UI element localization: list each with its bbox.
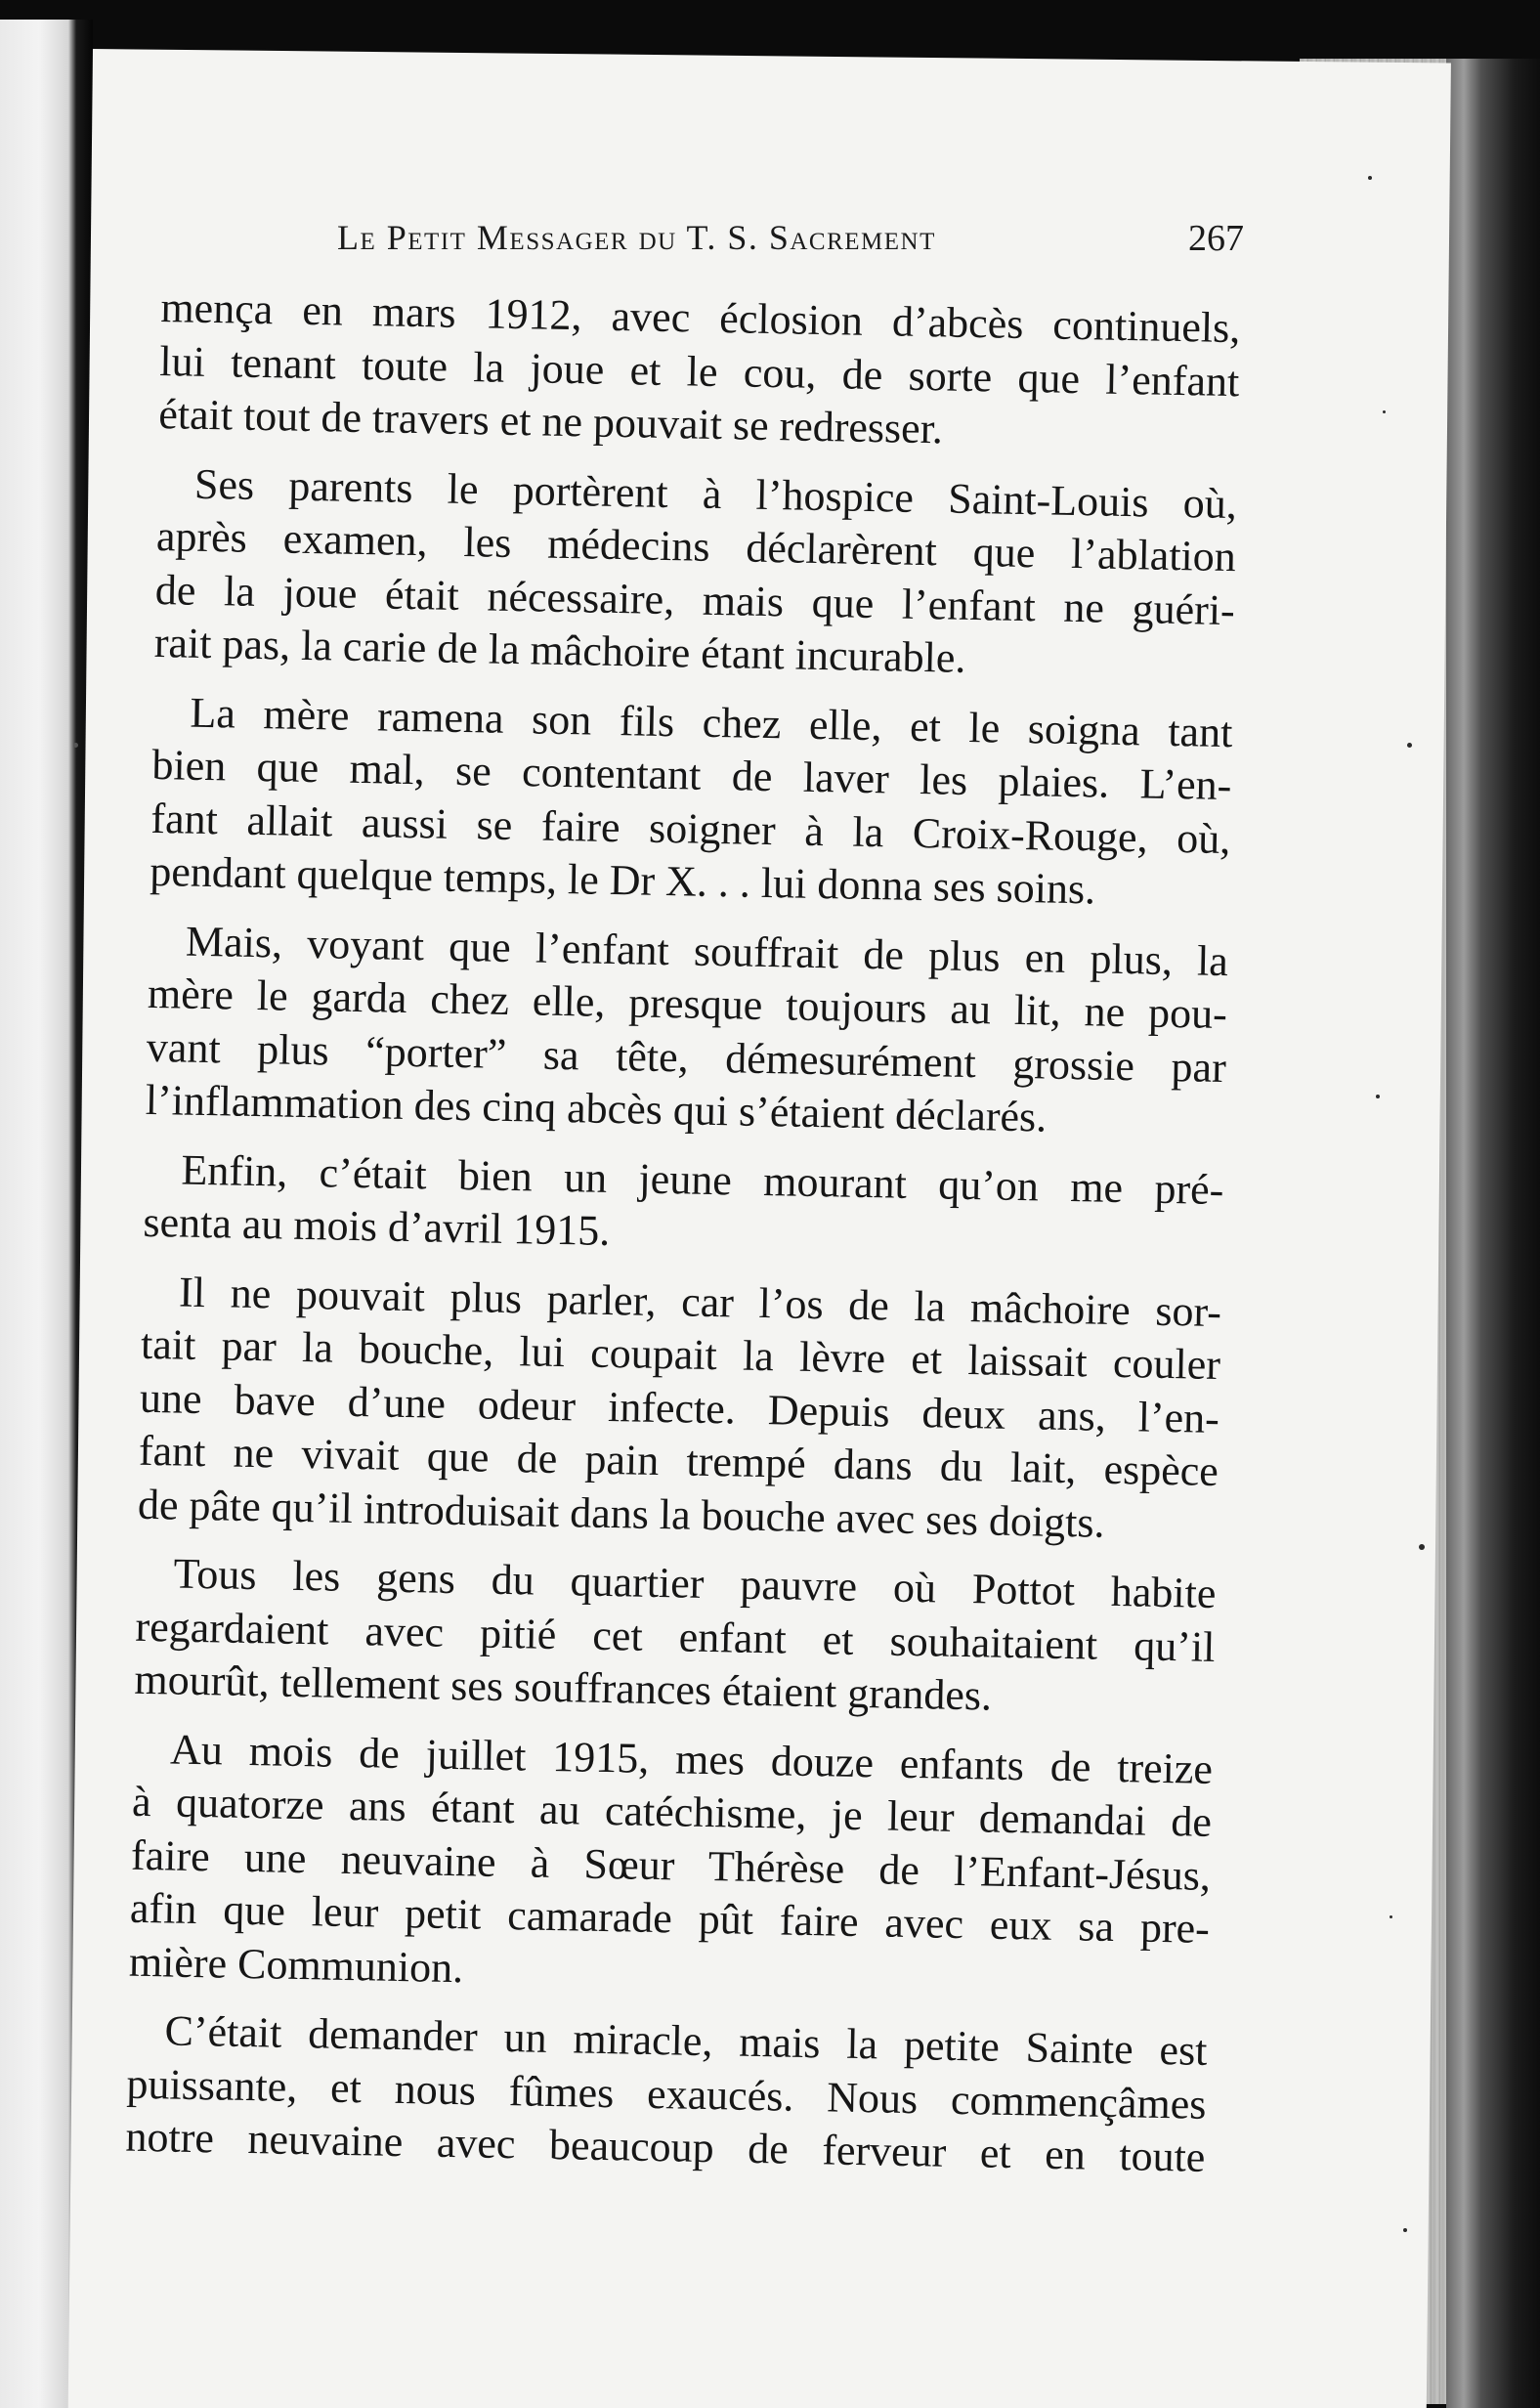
text-line: Il ne pouvait plus parler, car l’os de la mâchoire sor- [178, 1268, 1222, 1336]
text-line: de la joue était nécessaire, mais que l’enfant ne guéri- [154, 565, 1236, 634]
text-line: senta au mois d’avril 1915. [143, 1197, 611, 1255]
text-line: de pâte qu’il introduisait dans la bouche avec ses doigts. [137, 1480, 1106, 1547]
text-line: fant allait aussi se faire soigner à la Croix-Rouge, où, [150, 794, 1231, 863]
text-line: après examen, les médecins déclarèrent que l’ablation [155, 511, 1237, 581]
paragraph [145, 914, 1228, 1147]
text-line: lui tenant toute la joue et le cou, de sorte que l’enfant [158, 336, 1240, 406]
text-line: une bave d’une odeur infecte. Depuis deux ans, l’en- [139, 1373, 1220, 1442]
scan-speck [1390, 1915, 1392, 1918]
scan-speck [1407, 743, 1412, 748]
scan-speck [73, 743, 78, 748]
paragraph [158, 281, 1241, 462]
paragraph [137, 1265, 1221, 1552]
text-line: était tout de travers et ne pouvait se redresser. [157, 389, 944, 453]
text-line: l’inflammation des cinq abcès qui s’étaient déclarés. [145, 1075, 1048, 1141]
scan-speck [1376, 1095, 1380, 1098]
scan-speck [1419, 1544, 1425, 1550]
text-line: Ses parents le portèrent à l’hospice Saint-Louis où, [193, 459, 1238, 528]
paragraph [143, 1142, 1224, 1269]
text-line: vant plus “porter” sa tête, démesurément grossie par [146, 1022, 1227, 1092]
text-line: Tous les gens du quartier pauvre où Pottot habite [173, 1549, 1217, 1617]
text-line: regardaient avec pitié cet enfant et souhaitaient qu’il [135, 1602, 1216, 1671]
text-line: bien que mal, se contentant de laver les plaies. L’en- [151, 740, 1232, 810]
text-line: C’était demander un miracle, mais la petite Sainte est [164, 2006, 1208, 2075]
text-line: Enfin, c’était bien un jeune mourant qu’on me pré- [181, 1145, 1224, 1214]
paragraph [153, 456, 1237, 690]
text-line: mourût, tellement ses souffrances étaient grandes. [134, 1655, 993, 1720]
text-line: puissante, et nous fûmes exaucés. Nous commençâmes [126, 2059, 1207, 2128]
text-line: mière Communion. [128, 1937, 464, 1992]
text-line: La mère ramena son fils chez elle, et le soigna tant [190, 688, 1233, 756]
body-text [125, 281, 1241, 2200]
paragraph [150, 685, 1233, 919]
text-line: fant ne vivait que de pain trempé dans du lait, espèce [138, 1426, 1219, 1495]
text-line: notre neuvaine avec beaucoup de ferveur et en toute [125, 2112, 1206, 2181]
paragraph [134, 1547, 1217, 1728]
paragraph [125, 2004, 1208, 2185]
page-number: 267 [1188, 218, 1244, 259]
text-line: mença en mars 1912, avec éclosion d’abcès continuels, [160, 282, 1241, 353]
scan-speck [1403, 2228, 1407, 2232]
text-line: à quatorze ans étant au catéchisme, je leur demandai de [131, 1777, 1213, 1846]
text-line: faire une neuvaine à Sœur Thérèse de l’Enfant-Jésus, [130, 1830, 1212, 1900]
paragraph [128, 1722, 1213, 2009]
book-edge [1446, 59, 1540, 2408]
text-line: Mais, voyant que l’enfant souffrait de plus en plus, la [185, 917, 1229, 985]
scan-speck [1383, 410, 1386, 413]
text-line: pendant quelque temps, le Dr X. . . lui donna ses soins. [149, 846, 1096, 914]
text-line: tait par la bouche, lui coupait la lèvre et laissait couler [140, 1319, 1221, 1390]
text-line: mère le garda chez elle, presque toujours au lit, ne pou- [147, 968, 1228, 1039]
text-line: Au mois de juillet 1915, mes douze enfants de treize [169, 1724, 1214, 1793]
running-head: Le Petit Messager du T. S. Sacrement [337, 218, 936, 257]
text-line: rait pas, la carie de la mâchoire étant incurable. [153, 618, 966, 682]
text-line: afin que leur petit camarade pût faire avec eux sa pre- [129, 1883, 1211, 1953]
scan-speck [1368, 176, 1372, 180]
